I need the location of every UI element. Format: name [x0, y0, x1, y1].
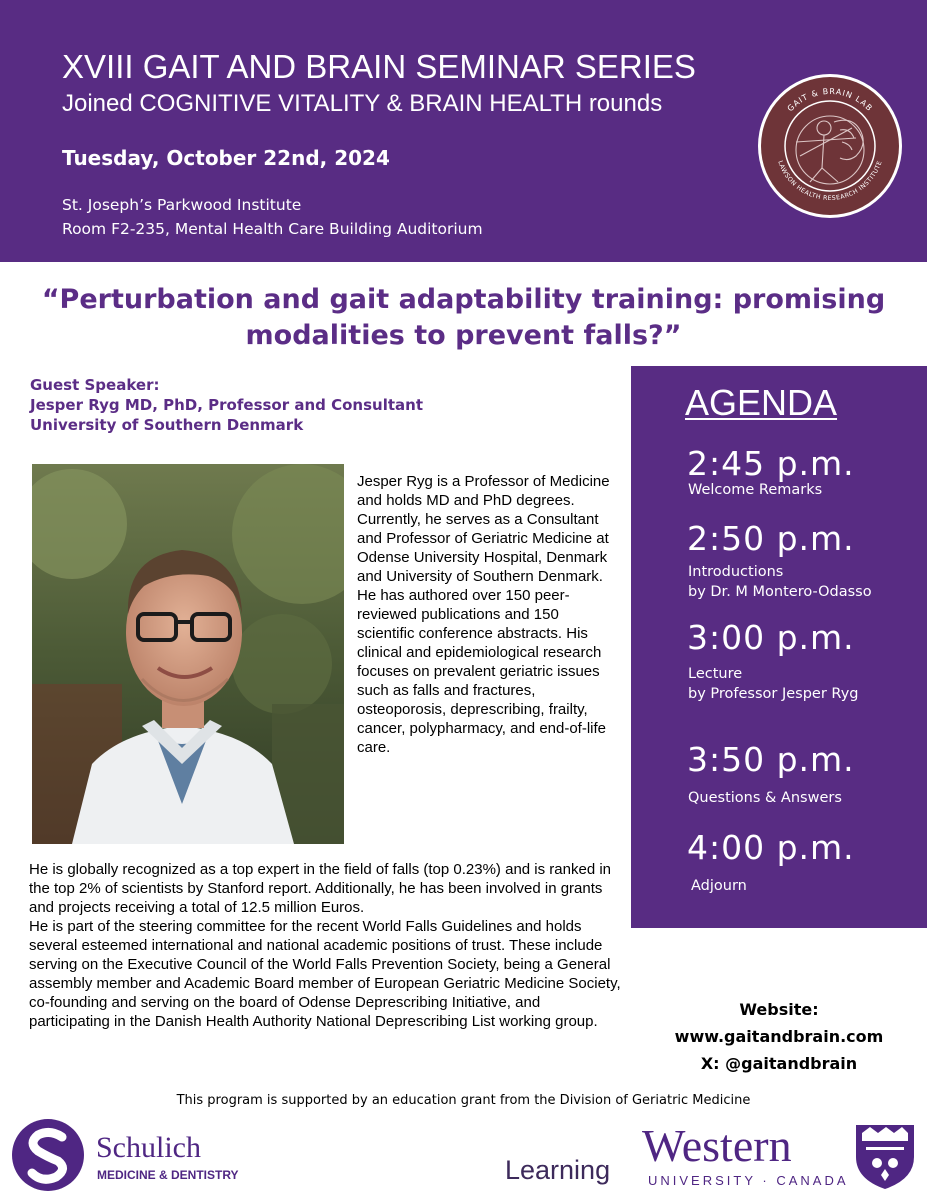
agenda-time: 4:00 p.m. [687, 828, 855, 867]
grant-acknowledgement: This program is supported by an education grant from the Division of Geriatric Medicine [176, 1093, 751, 1108]
agenda-description [688, 788, 842, 808]
agenda-description-line: Questions & Answers [688, 790, 842, 806]
guest-speaker-block [30, 375, 423, 435]
guest-speaker-affiliation: University of Southern Denmark [30, 416, 304, 434]
agenda-time: 2:50 p.m. [687, 519, 855, 558]
agenda-description-line: Welcome Remarks [688, 482, 823, 498]
agenda-description-line: by Professor Jesper Ryg [688, 686, 859, 702]
event-venue: St. Joseph’s Parkwood Institute [62, 196, 302, 214]
agenda-description [688, 562, 872, 602]
guest-speaker-name: Jesper Ryg MD, PhD, Professor and Consultant [30, 396, 423, 414]
svg-text:GAIT & BRAIN LAB: GAIT & BRAIN LAB [785, 86, 875, 114]
joined-rounds-subtitle: Joined COGNITIVE VITALITY & BRAIN HEALTH rounds [62, 90, 663, 117]
agenda-description [688, 480, 822, 500]
agenda-description-line: Introductions [688, 564, 784, 580]
event-room: Room F2-235, Mental Health Care Building Auditorium [62, 220, 483, 238]
lecture-title-line-2: modalities to prevent falls?” [245, 320, 682, 351]
schulich-subtitle: MEDICINE & DENTISTRY [97, 1168, 239, 1182]
agenda-time: 3:50 p.m. [687, 740, 855, 779]
x-handle-link[interactable]: X: @gaitandbrain [700, 1054, 858, 1073]
schulich-name: Schulich [96, 1131, 201, 1164]
speaker-bio-paragraph-3: He is part of the steering committee for the recent World Falls Guidelines and holds several esteemed international and national academic positions of trust. These include serving on the Executive Council of the World Falls Prevention Society, being a General assembly member and Academic Board member of European Geriatric Medicine Society, co-founding and serving on the board of Odense Deprescribing Initiative, and participating in the Danish Health Authority National Deprescribing List working group. [29, 918, 621, 1030]
seminar-series-title: XVIII GAIT AND BRAIN SEMINAR SERIES [62, 48, 696, 85]
website-link[interactable]: www.gaitandbrain.com [674, 1027, 884, 1046]
speaker-bio-continued [29, 860, 623, 1031]
agenda-heading: AGENDA [685, 382, 838, 423]
agenda-description-line: Adjourn [691, 878, 747, 894]
svg-text:LAWSON HEALTH RESEARCH INSTITU: LAWSON HEALTH RESEARCH INSTITUTE [776, 159, 884, 203]
lecture-title-line-1: “Perturbation and gait adaptability training: promising [41, 284, 886, 315]
agenda-description-line: by Dr. M Montero-Odasso [688, 584, 872, 600]
agenda-panel [631, 366, 927, 928]
gait-brain-lab-logo [756, 72, 904, 220]
learning-label: Learning [505, 1155, 611, 1185]
agenda-description-line: Lecture [688, 666, 743, 682]
header-banner [0, 0, 927, 262]
western-university-logo [642, 1117, 917, 1192]
speaker-photo [32, 464, 344, 844]
lecture-title [20, 282, 907, 354]
speaker-bio-paragraph-2: He is globally recognized as a top expert in the field of falls (top 0.23%) and is ranked in the top 2% of scientists by Stanford report. Additionally, he has been involved in grants and projects receiving a total of 12.5 million Euros. [29, 861, 611, 916]
western-subtitle: UNIVERSITY · CANADA [648, 1173, 849, 1188]
schulich-logo [10, 1117, 280, 1192]
western-crest-icon [856, 1125, 914, 1189]
agenda-description [691, 876, 747, 896]
guest-speaker-label: Guest Speaker: [30, 376, 160, 394]
event-date: Tuesday, October 22nd, 2024 [62, 146, 390, 170]
agenda-time: 2:45 p.m. [687, 444, 855, 483]
speaker-bio-paragraph-1: Jesper Ryg is a Professor of Medicine and holds MD and PhD degrees. Currently, he serves as a Consultant and Professor of Geriatric Medicine at Odense University Hospital, Denmark and University of Southern Denmark. He has authored over 150 peer-reviewed publications and 150 scientific conference abstracts. His clinical and epidemiological research focuses on prevalent geriatric issues such as falls and fractures, osteoporosis, deprescribing, frailty, cancer, polypharmacy, and end-of-life care. [357, 473, 610, 756]
western-name: Western [642, 1120, 792, 1171]
website-label: Website: [739, 1000, 819, 1019]
contact-block [631, 996, 927, 1077]
agenda-time: 3:00 p.m. [687, 618, 855, 657]
agenda-description [688, 664, 859, 704]
